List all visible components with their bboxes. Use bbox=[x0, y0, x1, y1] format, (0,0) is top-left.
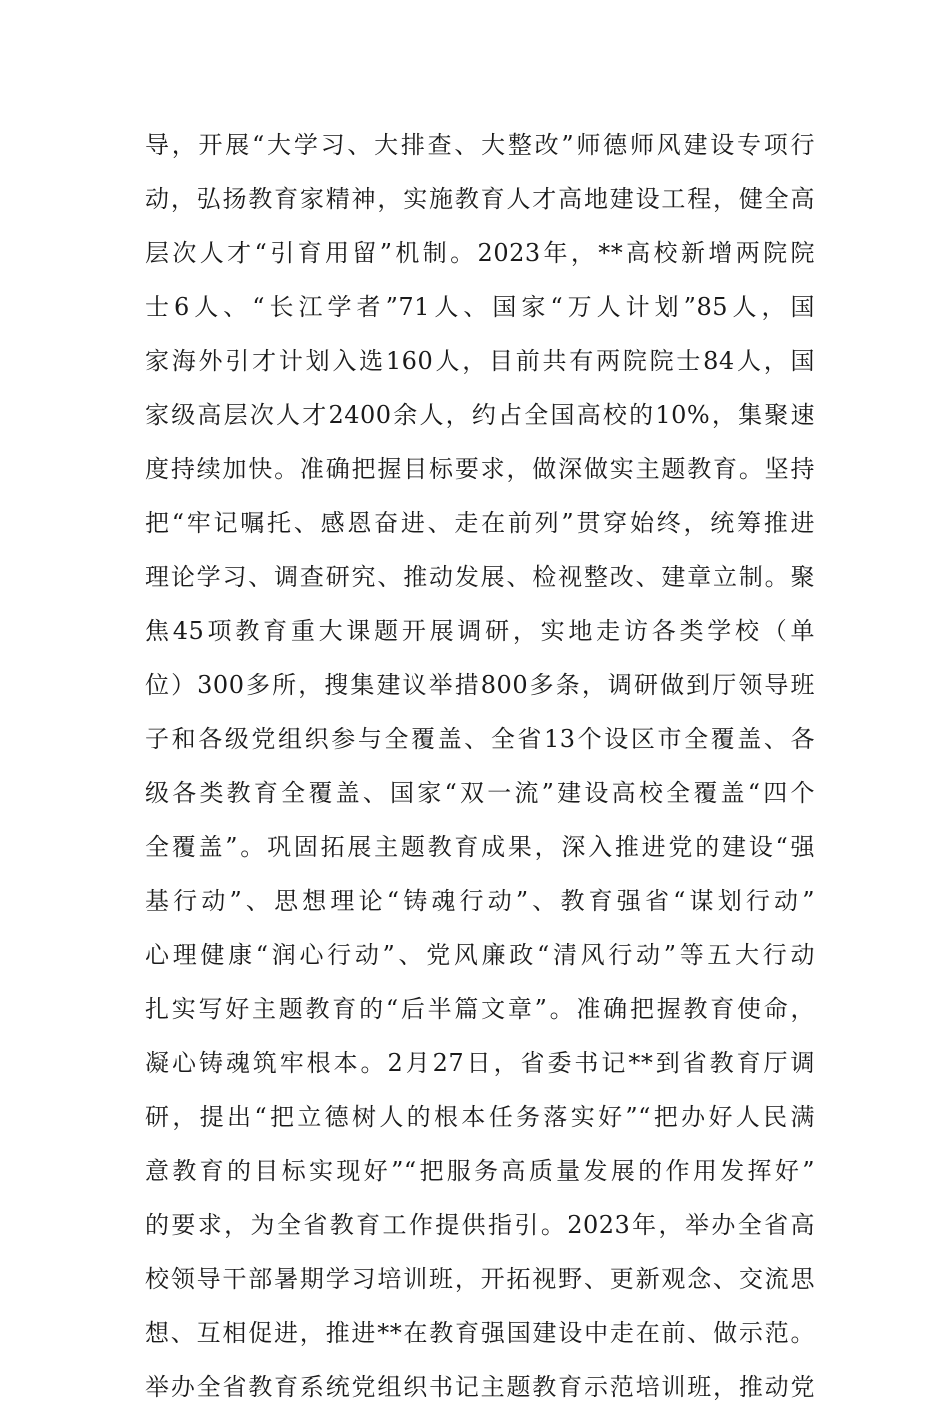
text-line-13: 级各类教育全覆盖、国家“双一流”建设高校全覆盖“四个 bbox=[145, 779, 815, 807]
text-line-20: 意教育的目标实现好”“把服务高质量发展的作用发挥好” bbox=[145, 1157, 815, 1185]
text-line-11: 位）300多所，搜集建议举措800多条，调研做到厅领导班 bbox=[145, 671, 815, 699]
text-line-15: 基行动”、思想理论“铸魂行动”、教育强省“谋划行动” bbox=[145, 887, 815, 915]
body-text bbox=[145, 118, 815, 1414]
text-line-8: 把“牢记嘱托、感恩奋进、走在前列”贯穿始终，统筹推进 bbox=[145, 509, 815, 537]
text-line-18: 凝心铸魂筑牢根本。2月27日，省委书记**到省教育厅调 bbox=[145, 1049, 815, 1077]
text-line-23: 想、互相促进，推进**在教育强国建设中走在前、做示范。 bbox=[145, 1319, 815, 1347]
text-line-22: 校领导干部暑期学习培训班，开拓视野、更新观念、交流思 bbox=[145, 1265, 815, 1293]
text-line-3: 层次人才“引育用留”机制。2023年，**高校新增两院院 bbox=[145, 239, 815, 267]
text-line-21: 的要求，为全省教育工作提供指引。2023年，举办全省高 bbox=[145, 1211, 815, 1239]
text-line-12: 子和各级党组织参与全覆盖、全省13个设区市全覆盖、各 bbox=[145, 725, 815, 753]
text-line-19: 研，提出“把立德树人的根本任务落实好”“把办好人民满 bbox=[145, 1103, 815, 1131]
text-line-14: 全覆盖”。巩固拓展主题教育成果，深入推进党的建设“强 bbox=[145, 833, 815, 861]
text-line-7: 度持续加快。准确把握目标要求，做深做实主题教育。坚持 bbox=[145, 455, 815, 483]
text-line-10: 焦45项教育重大课题开展调研，实地走访各类学校（单 bbox=[145, 617, 815, 645]
text-line-6: 家级高层次人才2400余人，约占全国高校的10%，集聚速 bbox=[145, 401, 815, 429]
text-line-24: 举办全省教育系统党组织书记主题教育示范培训班，推动党 bbox=[145, 1373, 815, 1401]
text-line-16: 心理健康“润心行动”、党风廉政“清风行动”等五大行动 bbox=[145, 941, 815, 969]
text-line-1: 导，开展“大学习、大排查、大整改”师德师风建设专项行 bbox=[145, 131, 815, 159]
text-line-5: 家海外引才计划入选160人，目前共有两院院士84人，国 bbox=[145, 347, 815, 375]
text-line-4: 士6人、“长江学者”71人、国家“万人计划”85人，国 bbox=[145, 293, 815, 321]
text-line-2: 动，弘扬教育家精神，实施教育人才高地建设工程，健全高 bbox=[145, 185, 815, 213]
text-line-17: 扎实写好主题教育的“后半篇文章”。准确把握教育使命， bbox=[145, 995, 815, 1023]
text-line-9: 理论学习、调查研究、推动发展、检视整改、建章立制。聚 bbox=[145, 563, 815, 591]
